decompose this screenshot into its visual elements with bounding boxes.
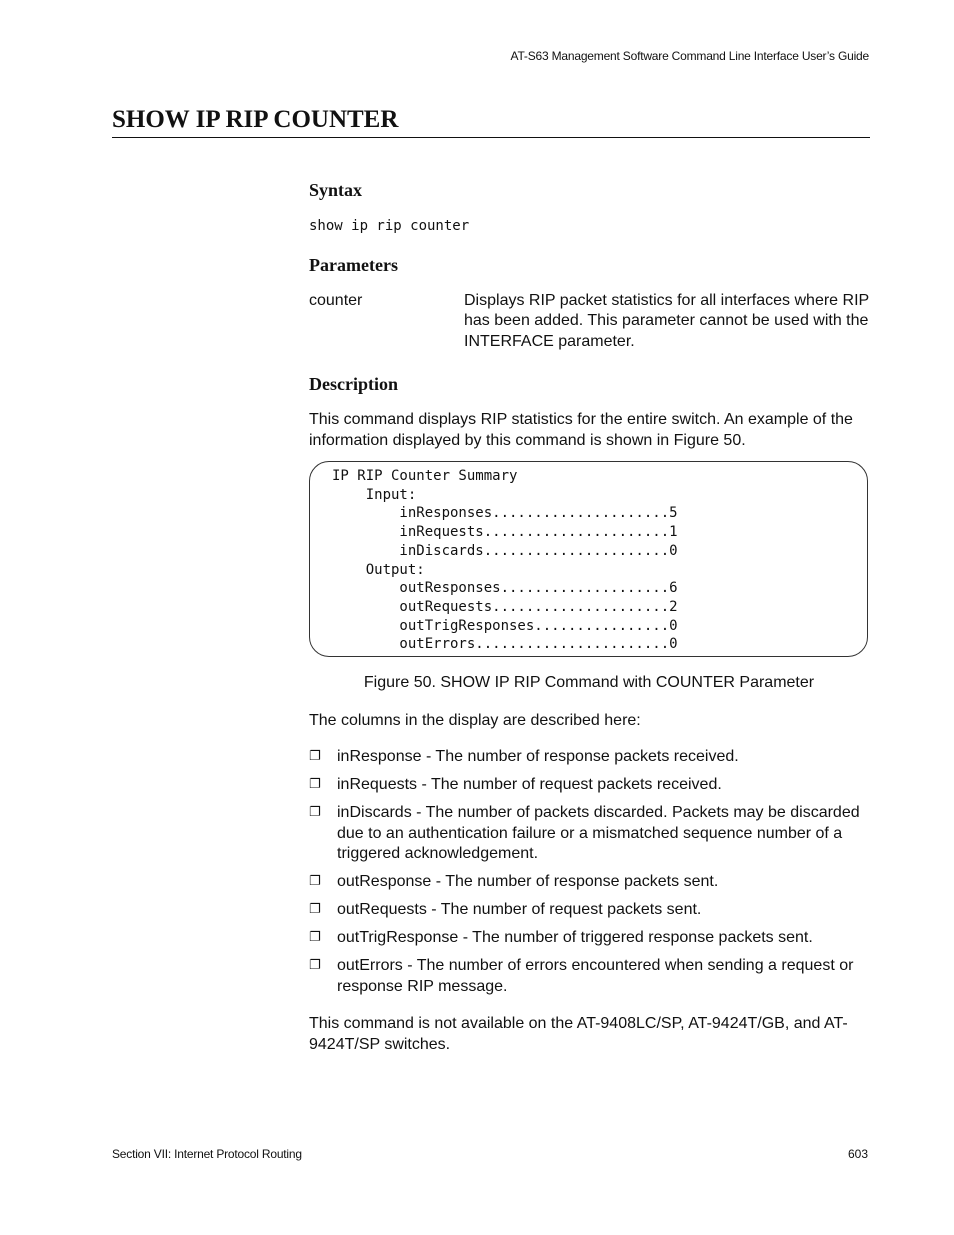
checkbox-icon: ❐ xyxy=(309,958,321,974)
code-line: outResponses....................6 xyxy=(332,580,678,597)
code-line: Output: xyxy=(332,561,425,578)
list-item: ❐ outRequests - The number of request packets sent. xyxy=(309,900,869,921)
code-line: outRequests.....................2 xyxy=(332,598,678,615)
checkbox-icon: ❐ xyxy=(309,874,321,890)
checkbox-icon: ❐ xyxy=(309,749,321,765)
checkbox-icon: ❐ xyxy=(309,777,321,793)
description-heading: Description xyxy=(309,374,398,394)
description-text: This command displays RIP statistics for the entire switch. An example of the information displayed by this command is shown in Figure 50. xyxy=(309,411,853,449)
code-line: Input: xyxy=(332,486,417,503)
parameter-name: counter xyxy=(309,291,363,309)
column-list xyxy=(309,747,869,997)
running-header: AT-S63 Management Software Command Line Interface User’s Guide xyxy=(510,49,869,63)
code-line: IP RIP Counter Summary xyxy=(332,468,518,484)
list-item: ❐ inRequests - The number of request packets received. xyxy=(309,775,869,796)
availability-note: This command is not available on the AT-9408LC/SP, AT-9424T/GB, and AT-9424T/SP switches. xyxy=(309,1015,848,1053)
parameter-row xyxy=(309,291,869,353)
parameter-description: Displays RIP packet statistics for all interfaces where RIP has been added. This parameter cannot be used with the INTERFACE parameter. xyxy=(464,291,869,350)
figure-code-box xyxy=(309,461,868,657)
page-title: SHOW IP RIP COUNTER xyxy=(112,106,870,138)
code-line: inResponses.....................5 xyxy=(332,505,678,522)
code-line: inRequests......................1 xyxy=(332,524,678,541)
checkbox-icon: ❐ xyxy=(309,902,321,918)
code-line: outErrors.......................0 xyxy=(332,636,678,653)
list-item: ❐ outResponse - The number of response packets sent. xyxy=(309,872,869,893)
checkbox-icon: ❐ xyxy=(309,930,321,946)
page-number: 603 xyxy=(847,1147,868,1161)
code-line: outTrigResponses................0 xyxy=(332,617,678,634)
footer-section: Section VII: Internet Protocol Routing xyxy=(112,1147,302,1161)
list-item: ❐ inResponse - The number of response packets received. xyxy=(309,747,869,768)
syntax-heading: Syntax xyxy=(309,180,363,200)
columns-intro: The columns in the display are described here: xyxy=(309,711,641,729)
list-item: ❐ outErrors - The number of errors encountered when sending a request or response RIP message. xyxy=(309,956,869,997)
figure-caption: Figure 50. SHOW IP RIP Command with COUNTER Parameter xyxy=(363,674,815,692)
main-content xyxy=(309,178,869,1055)
code-line: inDiscards......................0 xyxy=(332,542,678,559)
syntax-code: show ip rip counter xyxy=(309,218,470,234)
parameters-heading: Parameters xyxy=(309,254,398,275)
checkbox-icon: ❐ xyxy=(309,805,321,821)
list-item: ❐ outTrigResponse - The number of triggered response packets sent. xyxy=(309,928,869,949)
list-item: ❐ inDiscards - The number of packets discarded. Packets may be discarded due to an authentication failure or a mismatched sequence number of a triggered acknowledgement. xyxy=(309,803,869,865)
